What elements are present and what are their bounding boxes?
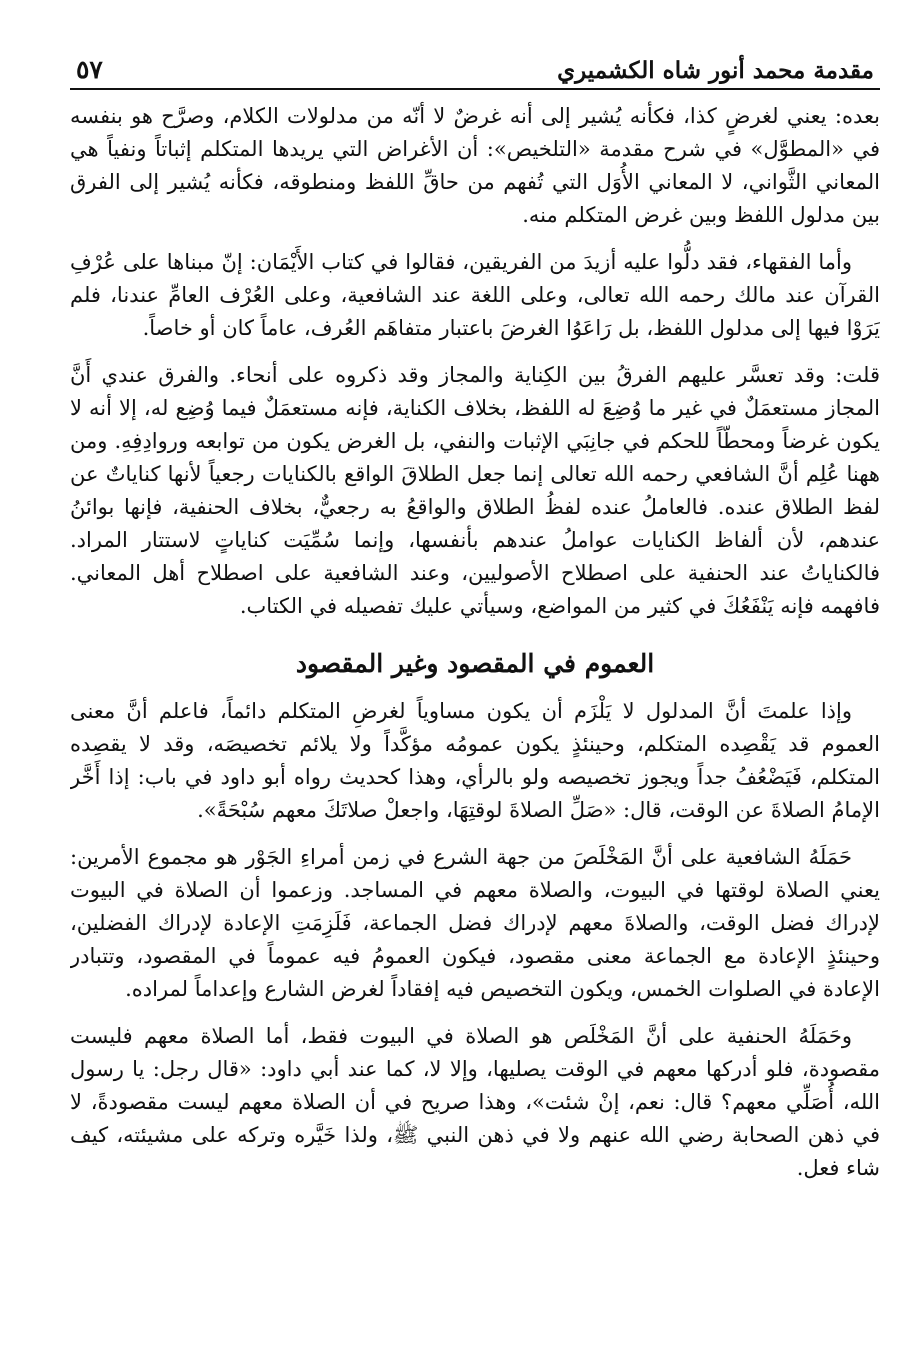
section-heading: العموم في المقصود وغير المقصود: [295, 649, 655, 678]
paragraph-fuqaha: وأما الفقهاء، فقد دلُّوا عليه أزيدَ من الفريقين، فقالوا في كتاب الأَيْمَان: إنّ مبناها على عُرْفِ القرآن عند مالك رحمه الله تعالى، وعلى اللغة عند الشافعية، وعلى العُرْف العامِّ عندنا، فلم يَرَوْا فيها إلى مدلول اللفظ، بل رَاعَوُا الغرضَ باعتبار متفاهَم العُرف، عاماً كان أو خاصاً.: [70, 250, 880, 340]
book-page: [70, 40, 880, 1340]
running-header: [70, 40, 880, 90]
paragraph-shafiiyya: حَمَلَهُ الشافعية على أنَّ المَخْلَصَ من جهة الشرع في زمن أمراءِ الجَوْر هو مجموع الأمرين: يعني الصلاة لوقتها في البيوت، والصلاة معهم في المساجد. وزعموا أن الصلاة في البيوت لإدراك فضل الوقت، والصلاةَ معهم لإدراك فضل الجماعة، فَلَزِمَتِ الإعادة لإدراك الفضلين، وحينئذٍ الإعادة مع الجماعة معنى مقصود، فيكون العمومُ فيه عموماً في المقصود، وتتبادر الإعادة في الصلوات الخمس، ويكون التخصيص فيه إفقاداً لغرض الشارع وإعداماً لمراده.: [70, 845, 880, 1001]
paragraph-hanafiyya: وحَمَلَهُ الحنفية على أنَّ المَخْلَص هو الصلاة في البيوت فقط، أما الصلاة معهم فليست مقصودة، فلو أدركها معهم في الوقت يصليها، وإلا لا، كما عند أبي داود: «قال رجل: يا رسول الله، أُصَلِّي معهم؟ قال: نعم، إنْ شئت»، وهذا صريح في أن الصلاة معهم ليست مقصودةً، لا في ذهن الصحابة رضي الله عنهم ولا في ذهن النبي ﷺ، ولذا خَيَّره وتركه على مشيئته، كيف شاء فعل.: [70, 1024, 880, 1180]
page-number: ٥٧: [76, 55, 103, 84]
paragraph-kinaya-majaz: قلت: وقد تعسَّر عليهم الفرقُ بين الكِناية والمجاز وقد ذكروه على أنحاء. والفرق عندي أَنَّ المجاز مستعمَلٌ في غير ما وُضِعَ له اللفظ، بخلاف الكناية، فإنه مستعمَلٌ فيما وُضِع له، إلا أنه لا يكون غرضاً ومحطّاً للحكم في جانِبَي الإثبات والنفي، بل الغرض يكون من توابعه وروادِفِهِ. ومن ههنا عُلِم أنَّ الشافعي رحمه الله تعالى إنما جعل الطلاقَ الواقع بالكنايات رجعياً لأنها كناياتٌ عن لفظ الطلاق عنده. فالعاملُ عنده لفظُ الطلاق والواقعُ به رجعيٌّ، بخلاف الحنفية، فإنها بوائنُ عندهم، لأن ألفاظ الكنايات عواملُ عندهم بأنفسها، وإنما سُمِّيَت كناياتٍ لاستتار المراد. فالكناياتُ عند الحنفية على اصطلاح الأصوليين، وعند الشافعية على اصطلاح أهل المعاني. فافهمه فإنه يَنْفَعُكَ في كثير من المواضع، وسيأتي عليك تفصيله في الكتاب.: [70, 363, 880, 618]
running-title: مقدمة محمد أنور شاه الكشميري: [557, 57, 874, 84]
paragraph-umum: وإذا علمتَ أنَّ المدلول لا يَلْزَم أن يكون مساوياً لغرضِ المتكلم دائماً، فاعلم أنَّ معنى العموم قد يَقْصِده المتكلم، وحينئذٍ يكون عمومُه مؤكَّداً ولا يلائم تخصيصَه، وقد لا يقصِده المتكلم، فَيَضْعُفُ جداً ويجوز تخصيصه ولو بالرأي، وهذا كحديث رواه أبو داود في باب: إذا أَخَّر الإمامُ الصلاةَ عن الوقت، قال: «صَلِّ الصلاةَ لوقتِهَا، واجعلْ صلاتَكَ معهم سُبْحَةً».: [70, 699, 880, 822]
page-body: [70, 90, 880, 1185]
paragraph-mutawwal: بعده: يعني لغرضٍ كذا، فكأنه يُشير إلى أنه غرضٌ لا أنّه من مدلولات الكلام، وصرَّح هو بنفسه في «المطوَّل» في شرح مقدمة «التلخيص»: أن الأغراض التي يريدها المتكلم إثباتاً ونفياً هي المعاني الثَّواني، لا المعاني الأُوَل التي تُفهم من حاقِّ اللفظ ومنطوقه، فكأنه يُشير إلى الفرق بين مدلول اللفظ وبين غرض المتكلم منه.: [70, 104, 880, 227]
